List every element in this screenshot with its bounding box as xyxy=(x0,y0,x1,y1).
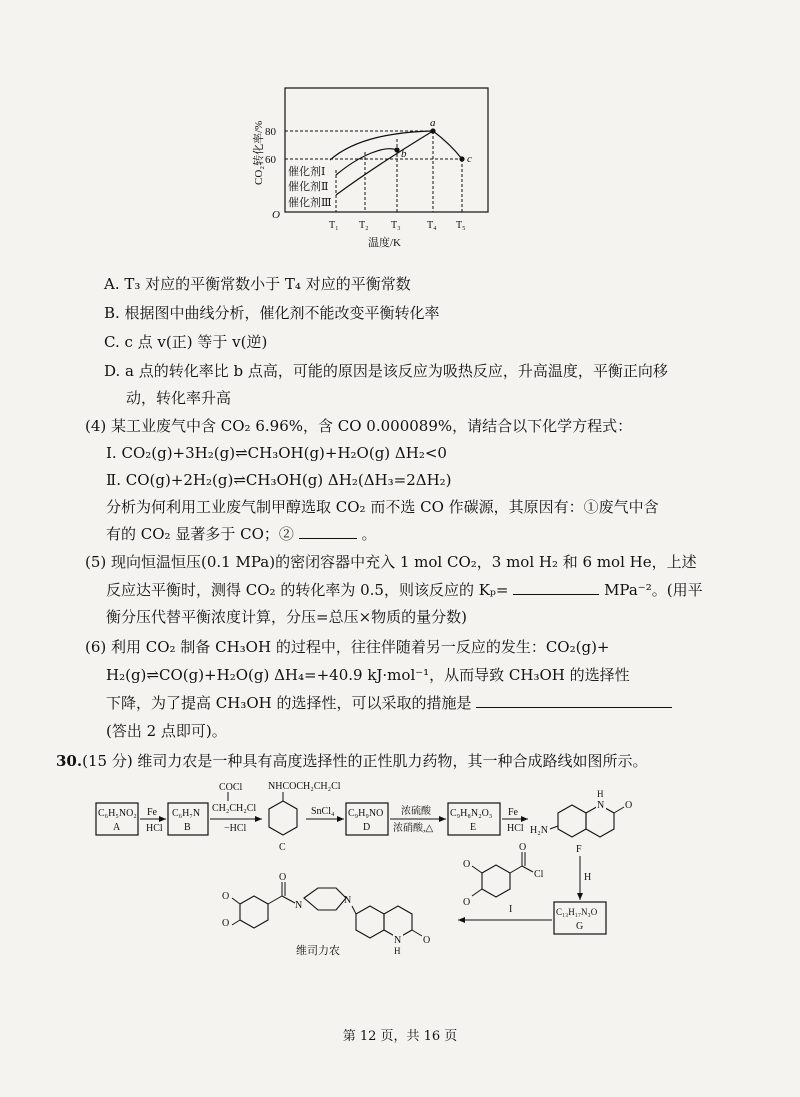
q5-line2-unit: MPa⁻²。(用平 xyxy=(604,581,703,599)
compound-d-formula: C₉H₉NO xyxy=(348,808,384,819)
reagent-ch2ch2cl: CH₂CH₂Cl xyxy=(212,803,257,814)
xtick-t4: T₄ xyxy=(427,220,437,231)
q6-answer-blank[interactable] xyxy=(476,693,672,708)
compound-c-label: C xyxy=(279,842,286,853)
compound-f-h: H xyxy=(597,789,604,799)
reagent-minus-hcl: −HCl xyxy=(224,823,247,834)
q4-answer-blank[interactable] xyxy=(299,524,357,539)
reagent-fe-1: Fe xyxy=(147,807,157,818)
label-b: b xyxy=(401,148,407,160)
compound-a-formula: C₆H₅NO₂ xyxy=(98,808,137,819)
q30-text: (15 分) 维司力农是一种具有高度选择性的正性肌力药物，其一种合成路线如图所示。 xyxy=(82,752,648,770)
q30-number: 30. xyxy=(56,752,83,770)
xtick-t1: T₁ xyxy=(329,220,339,231)
compound-b-label: B xyxy=(184,822,191,833)
label-a: a xyxy=(430,117,436,129)
point-c xyxy=(459,156,464,161)
point-b xyxy=(394,147,399,152)
compound-e-formula: C₉H₈N₂O₃ xyxy=(450,808,493,819)
point-a xyxy=(430,128,435,133)
reagent-fe-2: Fe xyxy=(508,807,518,818)
compound-c-substituent: NHCOCH₂CH₂Cl xyxy=(268,781,341,792)
q6-line1: (6) 利用 CO₂ 制备 CH₃OH 的过程中，往往伴随着另一反应的发生：CO₂(g)+ xyxy=(85,638,610,656)
catalyst-3-label: 催化剂Ⅲ xyxy=(288,197,332,209)
q6-line3 xyxy=(106,693,672,713)
compound-f-nh2: H₂N xyxy=(530,825,548,836)
xtick-t3: T₃ xyxy=(391,220,401,231)
reagent-sncl4: SnCl₄ xyxy=(311,806,335,817)
xtick-t5: T₅ xyxy=(456,220,466,231)
q4-end: 。 xyxy=(361,525,377,543)
curve-catalyst-3 xyxy=(336,131,433,195)
compound-i-ome-2: O xyxy=(463,897,471,908)
compound-f-o: O xyxy=(625,800,633,811)
curve-equilibrium xyxy=(433,131,462,159)
catalyst-2-label: 催化剂Ⅱ xyxy=(288,181,329,193)
product-ome-2: O xyxy=(222,918,230,929)
product-piperazine-n1: N xyxy=(295,900,303,911)
q30-header xyxy=(56,751,647,771)
option-b: B. 根据图中曲线分析，催化剂不能改变平衡转化率 xyxy=(104,304,440,322)
reagent-h-label: H xyxy=(584,872,592,883)
xtick-t2: T₂ xyxy=(359,220,369,231)
compound-a-label: A xyxy=(113,822,121,833)
compound-g-formula: C₁₃H₁₇N₃O xyxy=(556,907,598,917)
reagent-hcl-2: HCl xyxy=(507,823,524,834)
compound-d-label: D xyxy=(363,822,371,833)
q5-answer-blank[interactable] xyxy=(513,580,599,595)
product-lactam-o: O xyxy=(423,935,431,946)
curve-catalyst-2 xyxy=(336,149,397,175)
curve-catalyst-1 xyxy=(330,131,433,160)
product-name: 维司力农 xyxy=(296,945,340,957)
q6-line4: (答出 2 点即可)。 xyxy=(106,722,227,740)
option-d-line1: D. a 点的转化率比 b 点高，可能的原因是该反应为吸热反应，升高温度，平衡正向移 xyxy=(104,362,668,380)
catalyst-1-label: 催化剂Ⅰ xyxy=(288,166,326,178)
graph-ylabel: CO₂转化率/% xyxy=(253,120,265,185)
product-lactam-h: H xyxy=(394,946,401,956)
compound-g-label: G xyxy=(576,921,584,932)
reagent-hcl-1: HCl xyxy=(146,823,163,834)
q5-line1: (5) 现向恒温恒压(0.1 MPa)的密闭容器中充入 1 mol CO₂，3 mol H₂ 和 6 mol He，上述 xyxy=(85,553,697,571)
compound-i-ome-1: O xyxy=(463,859,471,870)
compound-i-cl: Cl xyxy=(534,869,544,880)
product-ome-1: O xyxy=(222,891,230,902)
q4-eq1: Ⅰ. CO₂(g)+3H₂(g)⇌CH₃OH(g)+H₂O(g) ΔH₂<0 xyxy=(106,444,447,462)
product-lactam-n: N xyxy=(394,935,402,946)
product-carbonyl-o: O xyxy=(279,872,287,883)
graph-origin: O xyxy=(272,209,280,221)
label-c: c xyxy=(467,153,472,165)
q5-line3: 衡分压代替平衡浓度计算，分压=总压×物质的量分数) xyxy=(106,608,467,626)
option-a: A. T₃ 对应的平衡常数小于 T₄ 对应的平衡常数 xyxy=(104,275,411,293)
reagent-cocl: COCl xyxy=(219,782,243,793)
graph-ytick-80: 80 xyxy=(265,126,276,138)
compound-f-n: N xyxy=(597,800,605,811)
q6-line3-text: 下降，为了提高 CH₃OH 的选择性，可以采取的措施是 xyxy=(106,694,472,712)
product-piperazine-n2: N xyxy=(344,895,352,906)
compound-b-formula: C₆H₇N xyxy=(172,808,201,819)
conversion-graph xyxy=(240,85,510,255)
q4-intro: (4) 某工业废气中含 CO₂ 6.96%，含 CO 0.000089%，请结合以下化学方程式： xyxy=(85,417,633,435)
compound-i-label: I xyxy=(509,904,513,915)
compound-i-o: O xyxy=(519,842,527,853)
q4-analysis1: 分析为何利用工业废气制甲醇选取 CO₂ 而不选 CO 作碳源，其原因有：①废气中含 xyxy=(106,498,659,516)
reagent-h2so4: 浓硫酸 xyxy=(401,806,431,817)
option-d-line2: 动，转化率升高 xyxy=(126,389,232,407)
q5-line2-text: 反应达平衡时，测得 CO₂ 的转化率为 0.5，则该反应的 Kₚ= xyxy=(106,581,509,599)
q4-analysis2 xyxy=(106,524,376,544)
graph-xlabel: 温度/K xyxy=(368,237,401,249)
q5-line2 xyxy=(106,580,703,600)
compound-f-label: F xyxy=(576,844,582,855)
q4-analysis2-text: 有的 CO₂ 显著多于 CO；② xyxy=(106,525,294,543)
reagent-hno3: 浓硝酸,△ xyxy=(393,823,434,834)
graph-ytick-60: 60 xyxy=(265,154,276,166)
page-footer: 第 12 页，共 16 页 xyxy=(342,1029,458,1044)
q4-eq2: Ⅱ. CO(g)+2H₂(g)⇌CH₃OH(g) ΔH₂(ΔH₃=2ΔH₂) xyxy=(106,471,452,489)
option-c: C. c 点 v(正) 等于 v(逆) xyxy=(104,333,268,351)
synthesis-scheme xyxy=(90,776,750,976)
compound-e-label: E xyxy=(470,822,477,833)
q6-line2: H₂(g)⇌CO(g)+H₂O(g) ΔH₄=+40.9 kJ·mol⁻¹，从而导致 CH₃OH 的选择性 xyxy=(106,666,630,684)
